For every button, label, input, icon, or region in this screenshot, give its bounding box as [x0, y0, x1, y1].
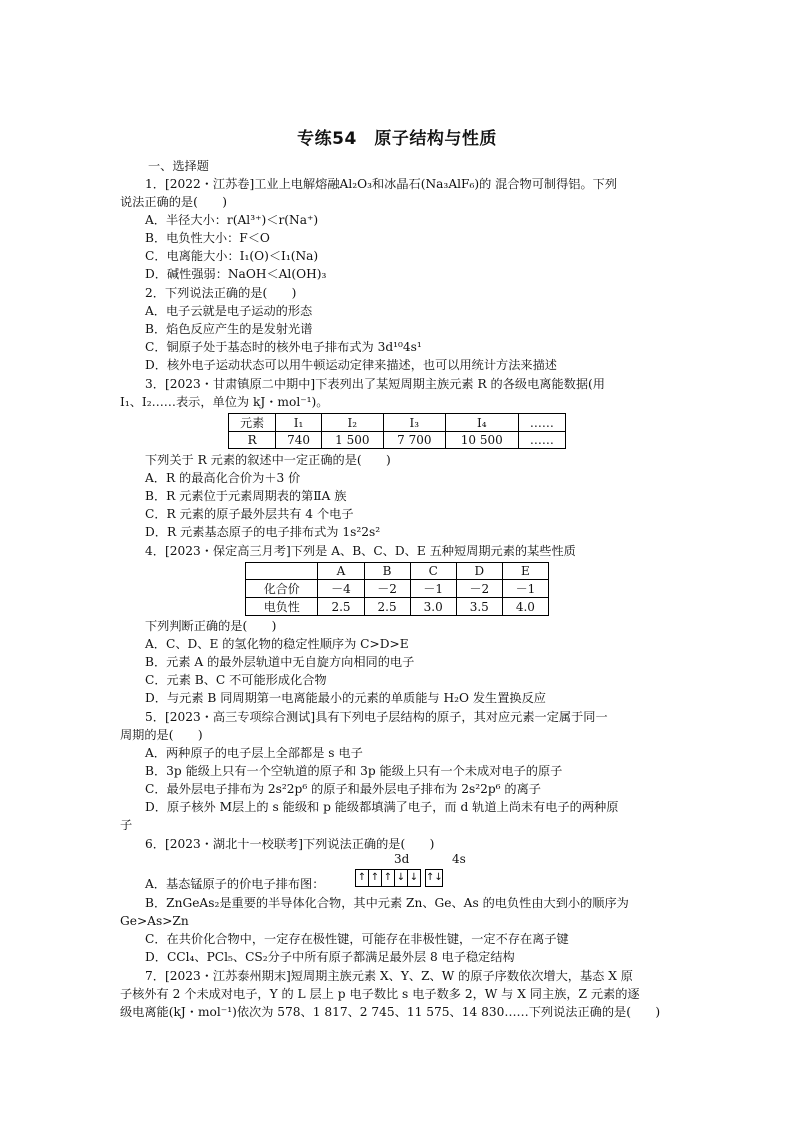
table-header-row — [246, 563, 549, 580]
question-1-stem-cont: 说法正确的是( ) — [120, 195, 228, 209]
table-cell: 1 500 — [321, 432, 383, 449]
table-cell: B — [364, 563, 410, 580]
question-2-option-a: A．电子云就是电子运动的形态 — [145, 304, 313, 318]
question-1-stem: 1．[2022・江苏卷]工业上电解熔融Al₂O₃和冰晶石(Na₃AlF₆)的 混合物可制得铝。下列 — [145, 177, 618, 191]
table-cell: 2.5 — [364, 598, 410, 616]
question-3-option-c: C．R 元素的原子最外层共有 4 个电子 — [145, 507, 354, 521]
table-cell: E — [502, 563, 548, 580]
question-4-option-c: C．元素 B、C 不可能形成化合物 — [145, 673, 327, 687]
table-cell: 2.5 — [318, 598, 364, 616]
question-7-stem-cont: 子核外有 2 个未成对电子，Y 的 L 层上 p 电子数比 s 电子数多 2，W 与 X 同主族，Z 元素的逐 — [120, 987, 640, 1001]
question-6-option-a: A．基态锰原子的价电子排布图： — [145, 877, 325, 891]
table-cell: －2 — [364, 580, 410, 598]
question-5-option-d: D．原子核外 M层上的 s 能级和 p 能级都填满了电子，而 d 轨道上尚未有电子的两种原 — [145, 800, 619, 814]
question-5-stem-cont: 周期的是( ) — [120, 728, 203, 742]
section-heading: 一、选择题 — [148, 159, 209, 173]
table-cell: I₄ — [445, 414, 518, 432]
question-6-stem: 6．[2023・湖北十一校联考]下列说法正确的是( ) — [145, 837, 435, 851]
question-3-option-d: D．R 元素基态原子的电子排布式为 1s²2s² — [145, 525, 381, 539]
table-cell: …… — [518, 414, 565, 432]
table-row — [229, 432, 566, 449]
table-cell: 化合价 — [246, 580, 318, 598]
page-title: 专练54 原子结构与性质 — [297, 129, 497, 149]
question-5-option-b: B．3p 能级上只有一个空轨道的原子和 3p 能级上只有一个未成对电子的原子 — [145, 764, 563, 778]
question-5-option-a: A．两种原子的电子层上全部都是 s 电子 — [145, 746, 363, 760]
question-6-option-c: C．在共价化合物中，一定存在极性键，可能存在非极性键，一定不存在离子键 — [145, 932, 569, 946]
question-5-option-c: C．最外层电子排布为 2s²2p⁶ 的原子和最外层电子排布为 2s²2p⁶ 的离子 — [145, 782, 541, 796]
question-3-option-a: A．R 的最高化合价为＋3 价 — [145, 471, 301, 485]
orbital-label-3d: 3d — [394, 852, 410, 866]
orbital-box-3d: ↓ — [394, 869, 408, 887]
ionization-energy-table — [228, 413, 566, 449]
question-3-option-b: B．R 元素位于元素周期表的第ⅡA 族 — [145, 489, 347, 503]
question-5-option-d-cont: 子 — [120, 818, 133, 832]
table-cell: I₃ — [383, 414, 445, 432]
question-4-option-b: B．元素 A 的最外层轨道中无自旋方向相同的电子 — [145, 655, 415, 669]
table-cell: 7 700 — [383, 432, 445, 449]
table-row — [246, 598, 549, 616]
table-cell: 电负性 — [246, 598, 318, 616]
table-cell: 740 — [276, 432, 322, 449]
orbital-box-3d: ↑ — [368, 869, 382, 887]
question-2-option-d: D．核外电子运动状态可以用牛顿运动定律来描述，也可以用统计方法来描述 — [145, 358, 557, 372]
question-7-stem: 7．[2023・江苏泰州期末]短周期主族元素 X、Y、Z、W 的原子序数依次增大，基态 X 原 — [145, 969, 633, 983]
question-6-option-b-cont: Ge>As>Zn — [120, 914, 189, 928]
question-5-stem: 5．[2023・高三专项综合测试]具有下列电子层结构的原子，其对应元素一定属于同一 — [145, 710, 608, 724]
question-6-option-d: D．CCl₄、PCl₅、CS₂分子中所有原子都满足最外层 8 电子稳定结构 — [145, 950, 515, 964]
table-cell: －1 — [410, 580, 456, 598]
orbital-box-3d: ↑ — [355, 869, 369, 887]
question-4-option-d: D．与元素 B 同周期第一电离能最小的元素的单质能与 H₂O 发生置换反应 — [145, 691, 546, 705]
table-cell: 3.0 — [410, 598, 456, 616]
table-row — [246, 580, 549, 598]
manganese-orbital-diagram — [356, 869, 443, 887]
table-cell: 3.5 — [456, 598, 502, 616]
question-2-stem: 2．下列说法正确的是( ) — [145, 286, 297, 300]
table-cell: －2 — [456, 580, 502, 598]
question-4-ask: 下列判断正确的是( ) — [145, 619, 277, 633]
table-cell: －1 — [502, 580, 548, 598]
table-cell: R — [229, 432, 276, 449]
table-cell: －4 — [318, 580, 364, 598]
table-header-row — [229, 414, 566, 432]
question-4-stem: 4．[2023・保定高三月考]下列是 A、B、C、D、E 五种短周期元素的某些性质 — [145, 544, 576, 558]
orbital-box-3d: ↓ — [407, 869, 421, 887]
table-cell: I₁ — [276, 414, 322, 432]
question-3-stem: 3．[2023・甘肃镇原二中期中]下表列出了某短周期主族元素 R 的各级电离能数据(用 — [145, 377, 605, 391]
question-1-option-b: B．电负性大小：F＜O — [145, 231, 270, 245]
table-cell: 4.0 — [502, 598, 548, 616]
table-cell: 10 500 — [445, 432, 518, 449]
question-1-option-d: D．碱性强弱：NaOH＜Al(OH)₃ — [145, 267, 327, 281]
question-4-option-a: A．C、D、E 的氢化物的稳定性顺序为 C>D>E — [145, 637, 409, 651]
table-cell — [246, 563, 318, 580]
table-cell: D — [456, 563, 502, 580]
question-2-option-c: C．铜原子处于基态时的核外电子排布式为 3d¹⁰4s¹ — [145, 340, 422, 354]
orbital-label-4s: 4s — [452, 852, 466, 866]
question-1-option-c: C．电离能大小：I₁(O)＜I₁(Na) — [145, 249, 319, 263]
table-cell: 元素 — [229, 414, 276, 432]
question-1-option-a: A．半径大小：r(Al³⁺)＜r(Na⁺) — [145, 213, 319, 227]
element-properties-table — [245, 562, 549, 616]
table-cell: C — [410, 563, 456, 580]
question-7-stem-cont-2: 级电离能(kJ・mol⁻¹)依次为 578、1 817、2 745、11 575、14 830……下列说法正确的是( ) — [120, 1005, 661, 1019]
orbital-box-4s: ↑↓ — [425, 869, 443, 887]
table-cell: …… — [518, 432, 565, 449]
question-3-stem-cont: I₁、I₂……表示，单位为 kJ・mol⁻¹)。 — [120, 395, 329, 409]
table-cell: I₂ — [321, 414, 383, 432]
table-cell: A — [318, 563, 364, 580]
orbital-box-3d: ↑ — [381, 869, 395, 887]
question-2-option-b: B．焰色反应产生的是发射光谱 — [145, 322, 313, 336]
question-3-ask: 下列关于 R 元素的叙述中一定正确的是( ) — [145, 453, 391, 467]
question-6-option-b: B．ZnGeAs₂是重要的半导体化合物，其中元素 Zn、Ge、As 的电负性由大到小的顺序为 — [145, 896, 629, 910]
